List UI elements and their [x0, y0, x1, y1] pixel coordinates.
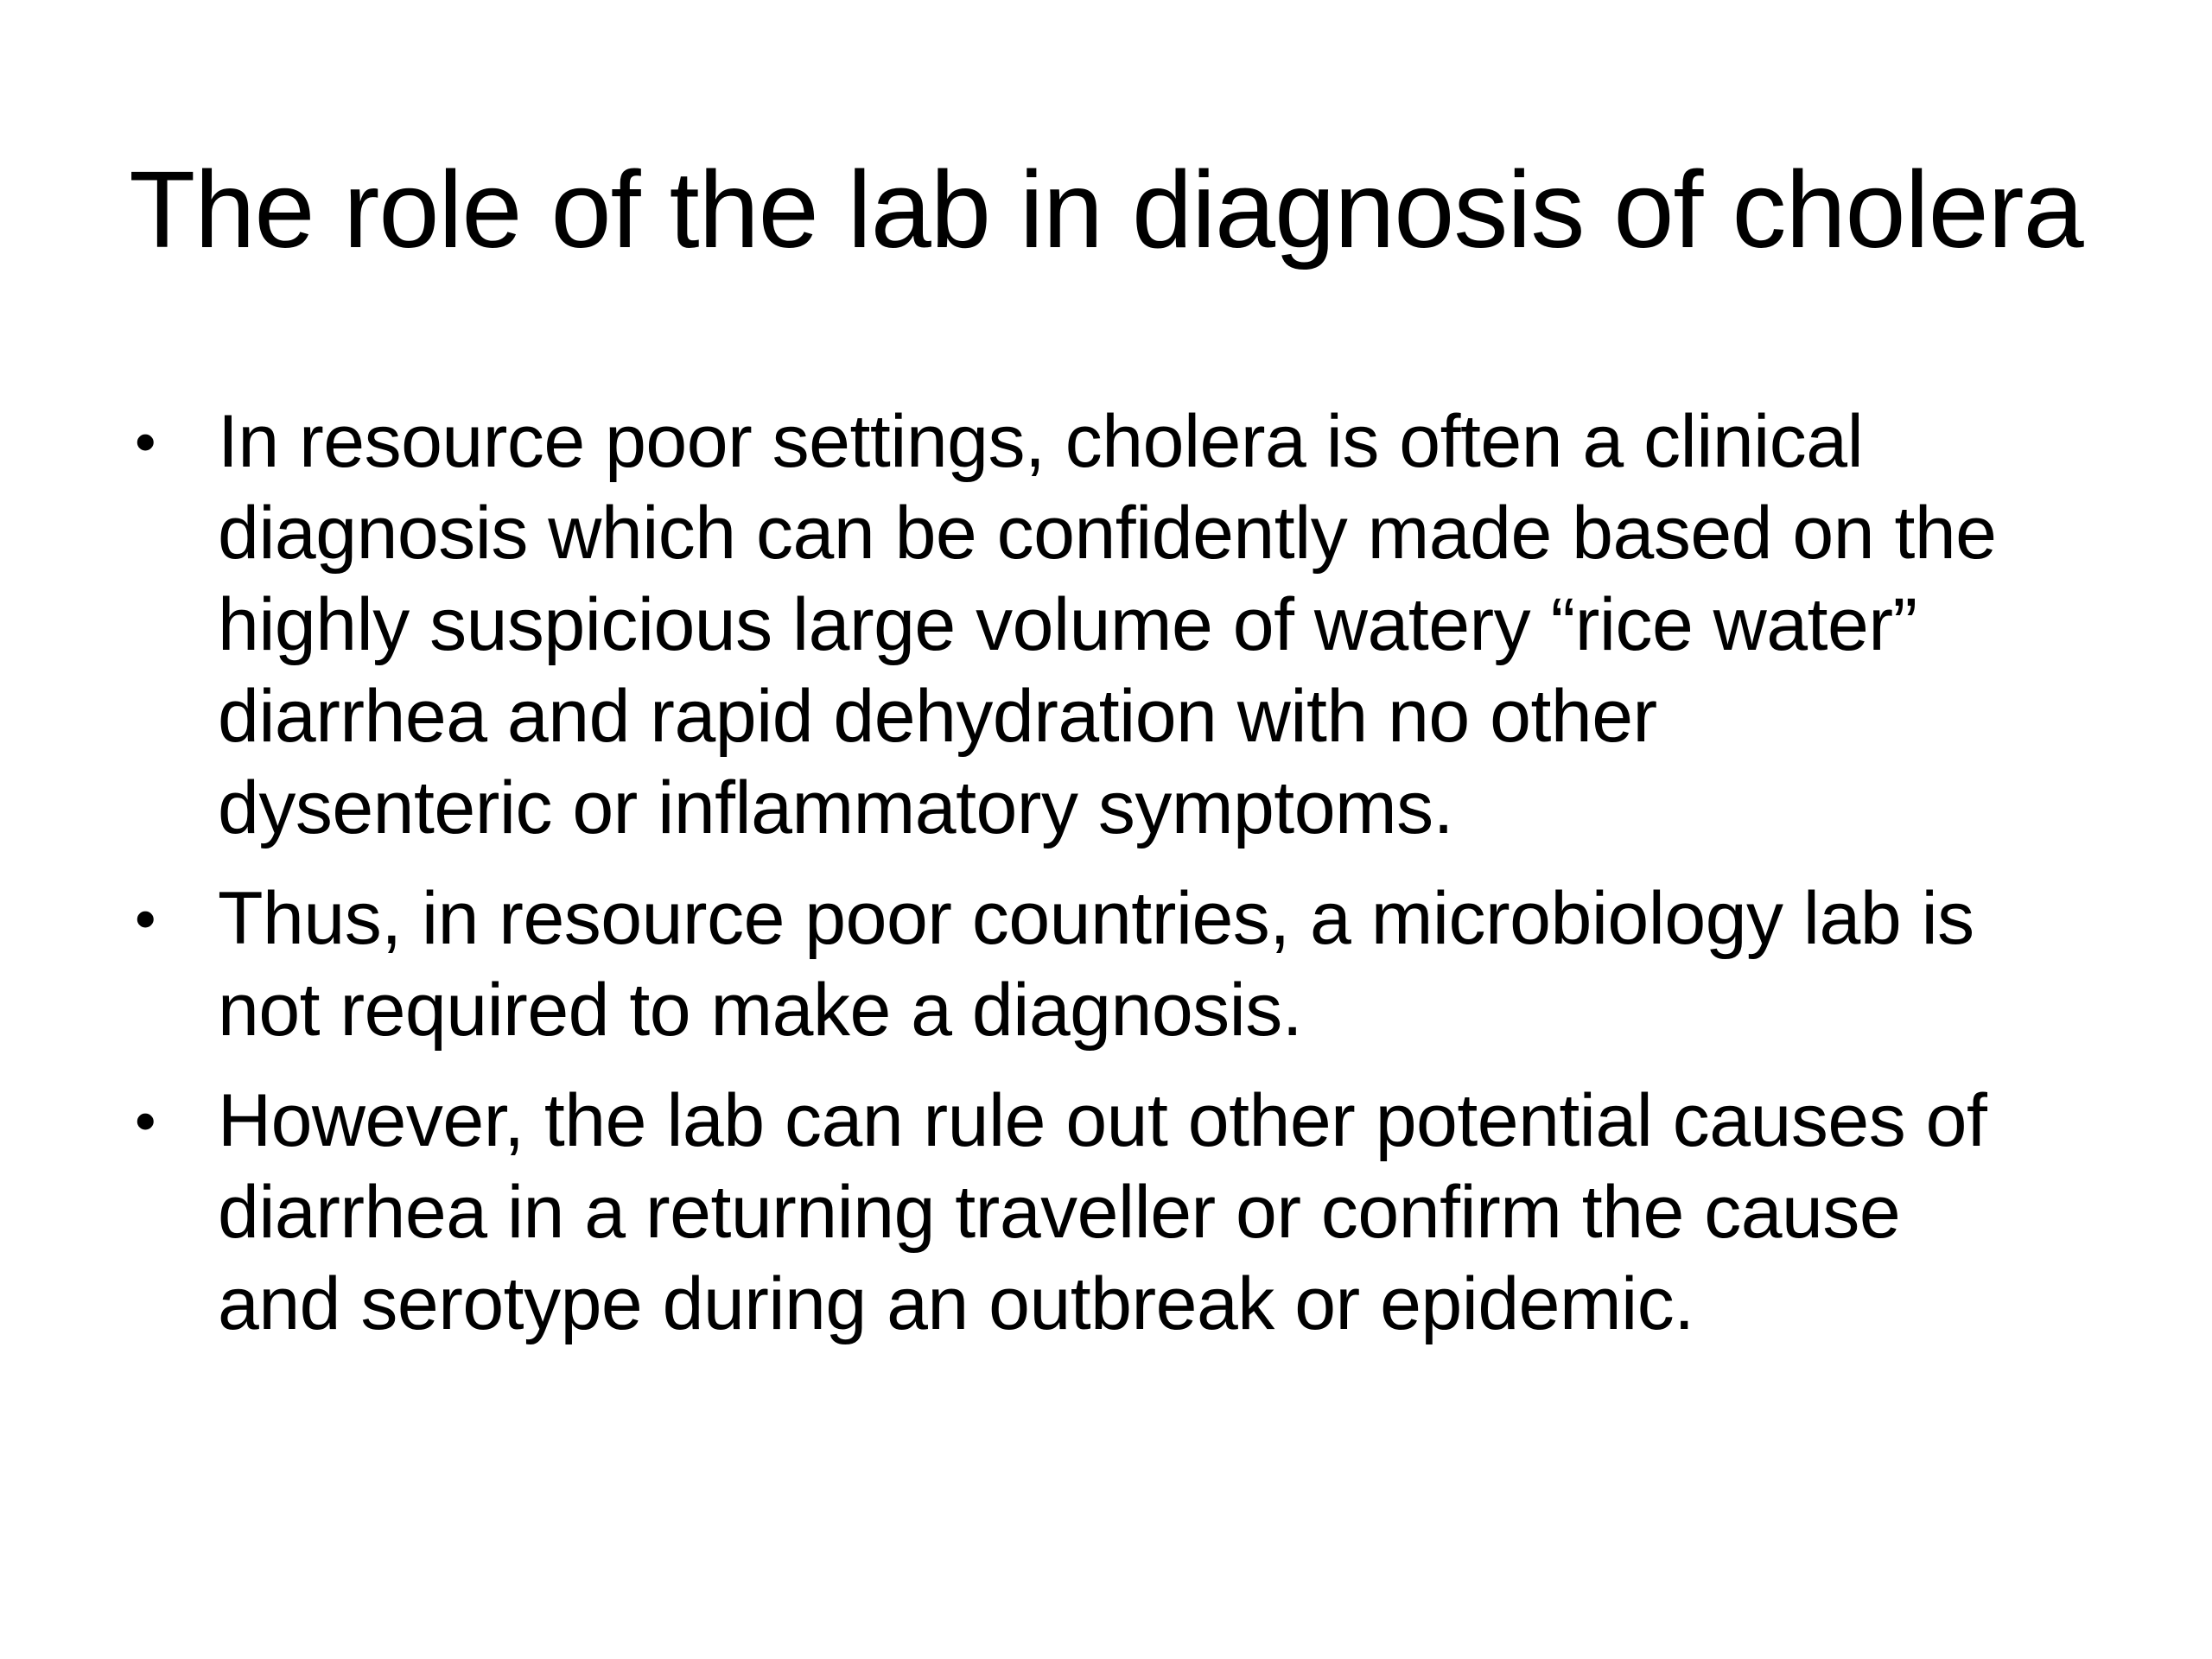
bullet-item: [130, 396, 2100, 854]
bullet-item: [130, 873, 2100, 1056]
bullet-text: In resource poor settings, cholera is often a clinical diagnosis which can be confidently made based on the highly suspicious large volume of watery “rice water” diarrhea and rapid dehydration with no other dysenteric or inflammatory symptoms.: [218, 400, 1997, 849]
slide-title: The role of the lab in diagnosis of cholera: [129, 149, 2083, 270]
bullet-icon: •: [135, 1087, 156, 1154]
bullet-icon: •: [135, 885, 156, 952]
bullet-icon: •: [135, 408, 156, 475]
bullet-item: [130, 1075, 2100, 1350]
bullet-list: [130, 396, 2100, 1369]
bullet-text: Thus, in resource poor countries, a microbiology lab is not required to make a diagnosis.: [218, 877, 1974, 1052]
bullet-text: However, the lab can rule out other potential causes of diarrhea in a returning traveller or confirm the cause and serotype during an outbreak or epidemic.: [218, 1079, 1987, 1345]
